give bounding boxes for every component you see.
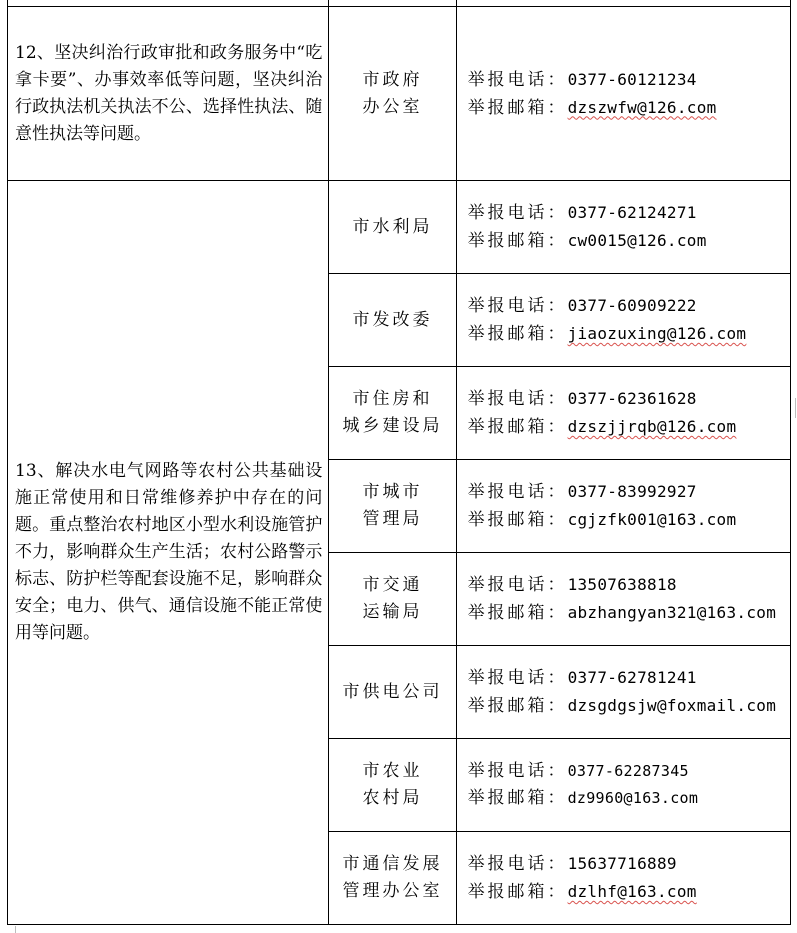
phone-line — [457, 571, 790, 599]
email-line — [457, 413, 790, 441]
issue-text-13: 13、解决水电气网路等农村公共基础设施正常使用和日常维修养护中存在的问题。重点整治农村地区小型水利设施管护不力，影响群众生产生活；农村公路警示标志、防护栏等配套设施不足，影响群众安全；电力、供气、通信设施不能正常使用等问题。 — [15, 461, 323, 643]
dept-cell — [329, 739, 456, 832]
phone-label: 举报电话： — [467, 761, 568, 781]
phone-number: 0377-62361628 — [567, 389, 697, 408]
phone-line — [457, 66, 790, 94]
phone-line — [457, 292, 790, 320]
contact-cell — [456, 367, 790, 460]
phone-line — [457, 850, 790, 878]
phone-label: 举报电话： — [467, 482, 568, 502]
email-label: 举报邮箱： — [467, 97, 568, 118]
phone-label: 举报电话： — [467, 69, 568, 90]
email-line — [457, 878, 790, 906]
email-label: 举报邮箱： — [467, 231, 568, 251]
phone-number: 0377-83992927 — [567, 482, 697, 501]
dept-name-line: 市农业 — [362, 761, 423, 781]
phone-number: 13507638818 — [567, 575, 677, 594]
email-label: 举报邮箱： — [467, 324, 568, 344]
phone-line — [457, 758, 790, 785]
phone-label: 举报电话： — [467, 203, 568, 223]
dept-name-line: 运输局 — [362, 602, 423, 622]
dept-name-line: 市发改委 — [352, 309, 433, 330]
phone-label: 举报电话： — [467, 668, 568, 688]
dept-cell — [329, 7, 456, 181]
contact-cell — [456, 832, 790, 925]
email-line — [457, 227, 790, 255]
email-address[interactable]: dz9960@163.com — [567, 789, 699, 807]
email-label: 举报邮箱： — [467, 788, 568, 808]
email-line — [457, 94, 790, 122]
email-address[interactable]: cgjzfk001@163.com — [567, 510, 737, 529]
dept-cell — [329, 832, 456, 925]
email-address[interactable]: abzhangyan321@163.com — [567, 603, 777, 622]
phone-line — [457, 199, 790, 227]
email-label: 举报邮箱： — [467, 603, 568, 623]
phone-number: 0377-62287345 — [567, 762, 689, 780]
phone-label: 举报电话： — [467, 296, 568, 316]
email-line — [457, 320, 790, 348]
contact-cell — [456, 646, 790, 739]
dept-name-line: 管理局 — [362, 509, 423, 529]
bottom-margin-mark — [15, 926, 16, 933]
phone-label: 举报电话： — [467, 575, 568, 595]
phone-line — [457, 664, 790, 692]
contact-cell — [456, 274, 790, 367]
right-margin-mark — [795, 398, 796, 418]
dept-cell — [329, 181, 456, 274]
dept-cell — [329, 274, 456, 367]
phone-number: 0377-60909222 — [567, 296, 697, 315]
issue-text-12: 12、坚决纠治行政审批和政务服务中“吃拿卡要”、办事效率低等问题，坚决纠治行政执法机关执法不公、选择性执法、随意性执法等问题。 — [15, 42, 323, 144]
table-row-item-13-dept-1 — [8, 181, 791, 274]
dept-name-line: 市水利局 — [352, 216, 433, 237]
dept-cell — [329, 460, 456, 553]
phone-label: 举报电话： — [467, 389, 568, 409]
contact-cell — [456, 7, 790, 181]
email-address[interactable]: dzsgdgsjw@foxmail.com — [567, 696, 777, 715]
dept-cell — [329, 646, 456, 739]
phone-number: 0377-62124271 — [567, 203, 697, 222]
email-address[interactable]: dzlhf@163.com — [567, 882, 697, 901]
email-label: 举报邮箱： — [467, 510, 568, 530]
issue-cell-13 — [8, 181, 329, 925]
email-line — [457, 506, 790, 534]
phone-number: 0377-62781241 — [567, 668, 697, 687]
email-label: 举报邮箱： — [467, 882, 568, 902]
dept-name-line: 管理办公室 — [342, 881, 443, 901]
complaint-contact-table — [7, 0, 791, 925]
dept-name-line: 城乡建设局 — [342, 416, 443, 436]
dept-name-line: 市政府 — [362, 69, 423, 90]
dept-name-line: 农村局 — [362, 788, 423, 808]
dept-name-line: 办公室 — [362, 96, 423, 117]
contact-cell — [456, 181, 790, 274]
email-label: 举报邮箱： — [467, 417, 568, 437]
contact-cell — [456, 739, 790, 832]
issue-cell-12 — [8, 7, 329, 181]
dept-cell — [329, 367, 456, 460]
phone-line — [457, 478, 790, 506]
dept-cell — [329, 553, 456, 646]
phone-label: 举报电话： — [467, 854, 568, 874]
dept-name-line: 市城市 — [362, 482, 423, 502]
email-label: 举报邮箱： — [467, 696, 568, 716]
phone-number: 0377-60121234 — [567, 69, 697, 89]
email-address[interactable]: dzszjjrqb@126.com — [567, 417, 737, 436]
phone-number: 15637716889 — [567, 854, 677, 873]
contact-cell — [456, 553, 790, 646]
table-row-item-12 — [8, 7, 791, 181]
email-line — [457, 599, 790, 627]
phone-line — [457, 385, 790, 413]
dept-name-line: 市住房和 — [352, 389, 433, 409]
dept-name-line: 市交通 — [362, 575, 423, 595]
email-line — [457, 692, 790, 720]
dept-name-line: 市供电公司 — [342, 681, 443, 702]
email-address[interactable]: jiaozuxing@126.com — [567, 324, 747, 343]
dept-name-line: 市通信发展 — [342, 854, 443, 874]
email-address[interactable]: dzszwfw@126.com — [567, 97, 717, 117]
contact-cell — [456, 460, 790, 553]
email-address[interactable]: cw0015@126.com — [567, 231, 707, 250]
email-line — [457, 785, 790, 812]
